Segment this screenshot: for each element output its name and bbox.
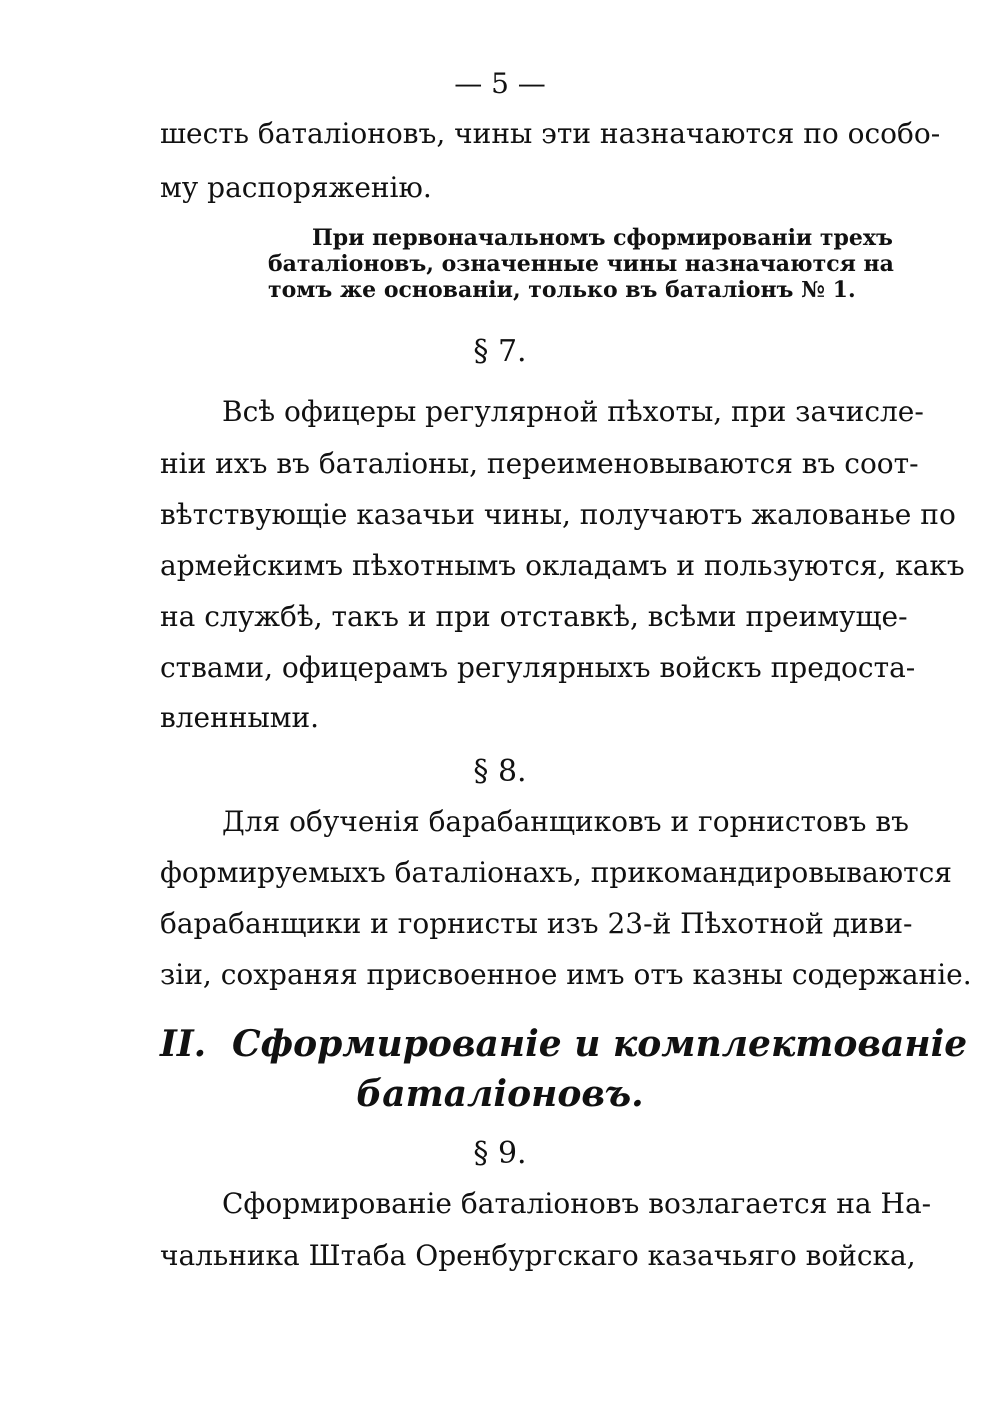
paragraph-line: ніи ихъ въ баталіоны, переименовываются въ соот- [160, 447, 919, 480]
paragraph-line: Всѣ офицеры регулярной пѣхоты, при зачисле- [222, 395, 924, 428]
paragraph-line: барабанщики и горнисты изъ 23-й Пѣхотной диви- [160, 907, 913, 940]
paragraph-line: вѣтствующіе казачьи чины, получаютъ жалованье по [160, 498, 956, 531]
note-line: томъ же основаніи, только въ баталіонъ № 1. [268, 277, 856, 303]
paragraph-line: ствами, офицерамъ регулярныхъ войскъ предоста- [160, 651, 916, 684]
paragraph-line: Для обученія барабанщиковъ и горнистовъ въ [222, 805, 909, 838]
section-title-9: § 9. [473, 1136, 527, 1171]
paragraph-line: армейскимъ пѣхотнымъ окладамъ и пользуются, какъ [160, 549, 965, 582]
section-title-7: § 7. [473, 334, 527, 369]
chapter-number: II. [160, 1023, 207, 1065]
paragraph-line: вленными. [160, 701, 320, 734]
paragraph-line: чальника Штаба Оренбургскаго казачьяго войска, [160, 1239, 916, 1272]
note-line: При первоначальномъ сформированіи трехъ [312, 225, 893, 251]
paragraph-line: Сформированіе баталіоновъ возлагается на На- [222, 1187, 932, 1220]
paragraph-line: на службѣ, такъ и при отставкѣ, всѣми преимуще- [160, 600, 908, 633]
chapter-title-continuation: баталіоновъ. [356, 1073, 644, 1115]
paragraph-line: му распоряженію. [160, 171, 432, 204]
paragraph-line: шесть баталіоновъ, чины эти назначаются по особо- [160, 117, 941, 150]
section-title-8: § 8. [473, 754, 527, 789]
chapter-title: Сформированіе и комплектованіе [232, 1023, 968, 1065]
note-line: баталіоновъ, означенные чины назначаются на [268, 251, 894, 277]
paragraph-line: зіи, сохраняя присвоенное имъ отъ казны содержаніе. [160, 958, 972, 991]
page-number: — 5 — [454, 67, 546, 100]
paragraph-line: формируемыхъ баталіонахъ, прикомандировываются [160, 856, 952, 889]
